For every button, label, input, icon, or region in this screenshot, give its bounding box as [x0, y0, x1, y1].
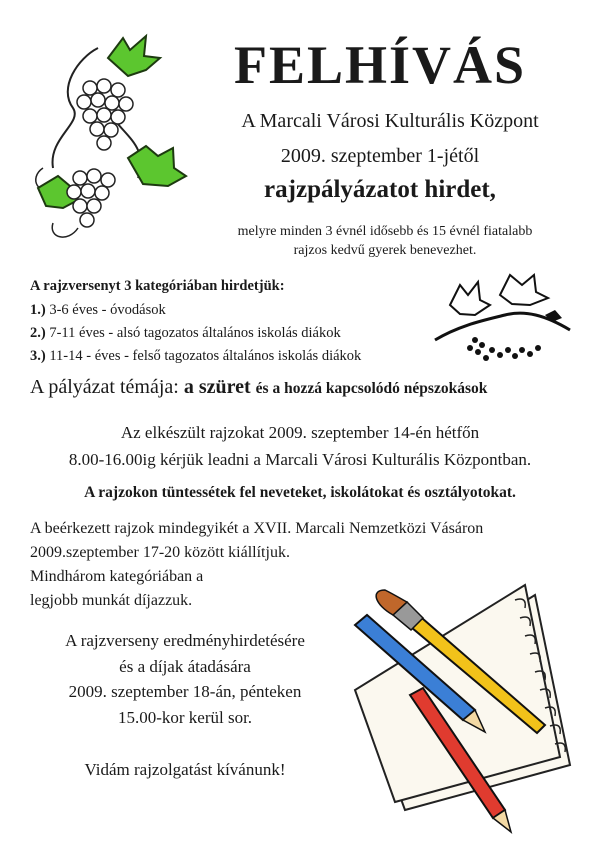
announcement-heading: rajzpályázatot hirdet, [264, 176, 496, 203]
theme-prefix: A pályázat témája: [30, 376, 179, 398]
vine-branch-illustration [430, 270, 580, 365]
award-line-2: és a díjak átadására [119, 656, 251, 676]
grape-cluster-illustration [18, 28, 193, 253]
organization-name: A Marcali Városi Kulturális Központ [241, 110, 539, 132]
theme-rest: és a hozzá kapcsolódó népszokások [255, 380, 488, 397]
theme-main: a szüret [183, 376, 251, 398]
exhibition-line-1: A beérkezett rajzok mindegyikét a XVII. Marcali Nemzetközi Vásáron [30, 520, 484, 537]
exhibition-line-3: Mindhárom kategóriában a [30, 568, 204, 585]
categories-title: A rajzversenyt 3 kategóriában hirdetjük: [30, 278, 285, 294]
award-line-3: 2009. szeptember 18-án, pénteken [68, 682, 302, 701]
category-text: 11-14 - éves - felső tagozatos általános iskolás diákok [49, 348, 362, 364]
exhibition-line-4: legjobb munkát díjazzuk. [30, 592, 193, 609]
category-item [30, 325, 341, 342]
submission-line-2: 8.00-16.00ig kérjük leadni a Marcali Városi Kulturális Központban. [68, 450, 532, 469]
eligibility-line-1: melyre minden 3 évnél idősebb és 15 évnél fiatalabb [237, 224, 533, 239]
award-info [20, 628, 350, 730]
category-text: 3-6 éves - óvodások [49, 302, 166, 318]
submission-info [20, 419, 580, 473]
category-number: 1.) [30, 302, 46, 318]
eligibility-text [190, 222, 580, 260]
eligibility-line-2: rajzos kedvű gyerek benevezhet. [293, 243, 477, 258]
award-line-1: A rajzverseny eredményhirdetésére [65, 631, 305, 650]
names-note: A rajzokon tüntessétek fel neveteket, iskolátokat és osztályotokat. [84, 484, 516, 501]
exhibition-line-2: 2009.szeptember 17-20 között kiállítjuk. [30, 544, 290, 561]
category-item [30, 348, 361, 365]
award-line-4: 15.00-kor kerül sor. [117, 707, 253, 727]
category-number: 2.) [30, 325, 46, 341]
category-item [30, 302, 166, 319]
page-title: FELHÍVÁS [233, 35, 527, 95]
theme-line [30, 376, 487, 399]
closing-wish: Vidám rajzolgatást kívánunk! [84, 760, 286, 779]
start-date: 2009. szeptember 1-jétől [280, 145, 480, 167]
submission-line-1: Az elkészült rajzokat 2009. szeptember 14-én hétfőn [120, 423, 480, 442]
category-number: 3.) [30, 348, 46, 364]
category-text: 7-11 éves - alsó tagozatos általános iskolás diákok [49, 325, 341, 341]
exhibition-info [30, 517, 590, 613]
